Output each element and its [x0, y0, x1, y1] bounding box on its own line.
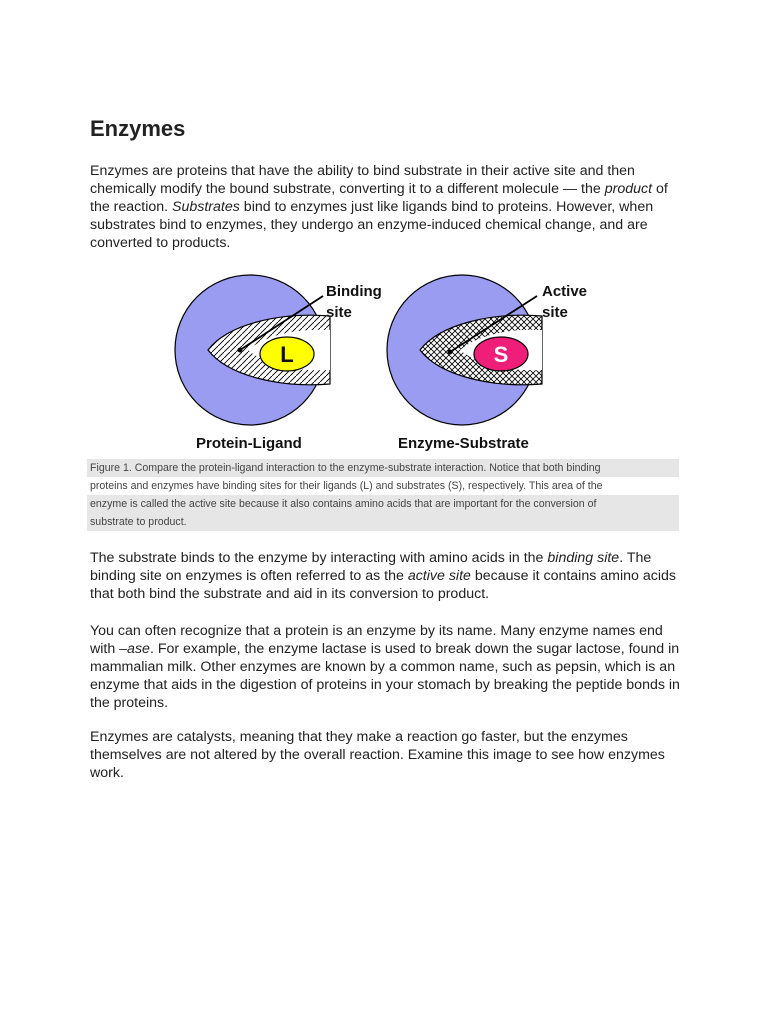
active-site-term: active site	[407, 568, 471, 584]
figure-caption	[87, 459, 679, 531]
caption-line: enzyme is called the active site because it also contains amino acids that are important for the conversion of	[87, 495, 679, 513]
p2-text-2: . The binding site on enzymes is often referred to as the	[90, 550, 652, 584]
enzyme-names-paragraph	[90, 622, 690, 712]
intro-product-term: product	[604, 181, 653, 197]
enzyme-substrate-label: Enzyme-Substrate	[398, 435, 529, 452]
caption-line: substrate to product.	[87, 513, 679, 531]
active-site-label-1: Active	[542, 283, 588, 300]
binding-site-paragraph	[90, 549, 690, 603]
substrate-letter: S	[493, 342, 509, 367]
caption-line: Figure 1. Compare the protein-ligand interaction to the enzyme-substrate interaction. Notice that both binding	[87, 459, 679, 477]
intro-paragraph	[90, 162, 690, 252]
binding-site-label-2: site	[326, 304, 352, 321]
pointer-dot	[448, 350, 453, 355]
p3-text-1: You can often recognize that a protein is an enzyme by its name. Many enzyme names end with	[90, 623, 663, 657]
pointer-dot	[238, 348, 243, 353]
intro-text-1: Enzymes are proteins that have the ability to bind substrate in their active site and then chemically modify the bound substrate, converting it to a different molecule — the	[90, 163, 635, 197]
protein-ligand-label: Protein-Ligand	[196, 435, 302, 452]
intro-text-3: bind to enzymes just like ligands bind to proteins. However, when substrates bind to enzymes, they undergo an enzyme-induced chemical change, and are converted to products.	[90, 199, 654, 251]
intro-substrates-term: Substrates	[172, 199, 240, 215]
p2-text-1: The substrate binds to the enzyme by interacting with amino acids in the	[90, 550, 548, 566]
ase-suffix-term: –ase	[119, 641, 150, 657]
intro-text-2: of the reaction.	[90, 181, 668, 215]
p2-text-3: because it contains amino acids that both bind the substrate and aid in its conversion to product.	[90, 568, 676, 602]
ligand-letter: L	[280, 342, 294, 367]
binding-site-term: binding site	[547, 550, 620, 566]
p3-text-2: . For example, the enzyme lactase is used to break down the sugar lactose, found in mammalian milk. Other enzymes are known by a common name, such as pepsin, which is an enzyme that aids in the digestion of proteins in your stomach by breaking the peptide bonds in the proteins.	[90, 641, 680, 711]
active-site-label-2: site	[542, 304, 568, 321]
page-title: Enzymes	[90, 116, 186, 141]
caption-line: proteins and enzymes have binding sites for their ligands (L) and substrates (S), respectively. This area of the	[90, 480, 603, 492]
protein-ligand-diagram	[175, 275, 382, 452]
catalysts-paragraph: Enzymes are catalysts, meaning that they make a reaction go faster, but the enzymes themselves are not altered by the overall reaction. Examine this image to see how enzymes work.	[90, 729, 665, 781]
enzyme-substrate-diagram	[387, 275, 587, 452]
enzyme-figure	[170, 268, 600, 458]
binding-site-label-1: Binding	[326, 283, 382, 300]
